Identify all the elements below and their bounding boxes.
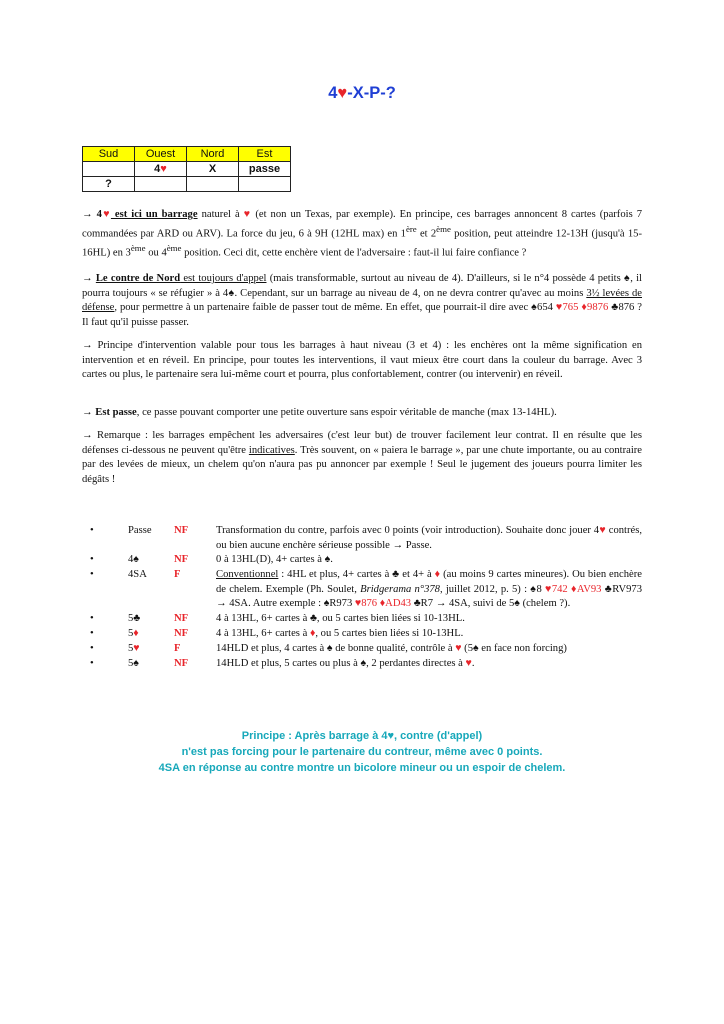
bold-text: Le contre de Nord: [95, 273, 181, 284]
cell-sud: [83, 162, 135, 177]
cell-est: [239, 177, 291, 192]
paragraph-barrage: [82, 208, 642, 261]
response-description: [216, 553, 642, 568]
text: , ou 5 cartes bien liées si 10-13HL.: [315, 628, 464, 640]
text: (5: [461, 643, 474, 655]
bold-level: 4: [96, 209, 102, 220]
table-row: [83, 177, 291, 192]
underlined-text: Conventionnel: [216, 569, 279, 581]
hand-clubs: ♣R7: [413, 598, 434, 610]
superscript: ème: [436, 223, 451, 234]
diamond-icon: ♦: [309, 628, 316, 640]
principle-line-1: [0, 729, 724, 745]
text: (et non un Texas, par exemple). En principe, ces barrages annoncent 8 cartes (parfois 7 commandées par ARD ou ARV). La force du jeu, 6 à 9H (12HL max) en 1: [82, 209, 642, 240]
bid-level: 4: [128, 554, 134, 566]
bullet-icon: •: [90, 643, 94, 655]
bid-label: [128, 657, 139, 672]
hand-clubs: ♣RV973: [604, 583, 642, 595]
arrow-icon: →: [82, 209, 97, 220]
club-icon: ♣: [392, 569, 400, 581]
text: .: [330, 554, 333, 566]
diamond-icon: ♦: [133, 628, 139, 640]
text: 4 à 13HL, 6+ cartes à: [216, 628, 310, 640]
bullet-icon: •: [90, 525, 94, 536]
bidding-table: [82, 146, 291, 192]
bid-level: 5: [128, 613, 134, 625]
forcing-label: NF: [174, 628, 189, 640]
superscript: ème: [130, 242, 146, 253]
hand-hearts: ♥742: [544, 583, 571, 595]
superscript: ème: [166, 242, 182, 253]
response-description: [216, 524, 642, 553]
text: et 4+ à: [399, 569, 435, 581]
hand-hearts: ♥765: [555, 302, 582, 314]
bid-level: 5: [128, 658, 134, 670]
bid-label: 4SA: [128, 569, 147, 581]
header-nord: Nord: [187, 147, 239, 162]
heart-icon: ♥: [455, 643, 462, 655]
text: . Cependant, sur un barrage au niveau de 4, on ne devra contrer qu'avec au moins: [234, 287, 587, 299]
spade-icon: ♠: [326, 643, 333, 655]
club-icon: ♣: [309, 613, 317, 625]
list-item: [82, 568, 642, 612]
header-ouest: Ouest: [135, 147, 187, 162]
bullet-icon: •: [90, 658, 94, 670]
forcing-label: NF: [174, 554, 189, 566]
bid-label: [128, 553, 139, 568]
bullet-icon: •: [90, 554, 94, 566]
text: , juillet 2012, p. 5) :: [439, 583, 531, 595]
spade-icon: ♠: [623, 273, 631, 284]
text: (au moins 9 cartes mineures). Ou bien enchère de chelem. Exemple (Ph. Soulet,: [216, 569, 642, 595]
list-item: [82, 524, 642, 553]
diamond-icon: ♦: [434, 569, 441, 581]
responses-list: [82, 524, 642, 672]
bid-level: 5: [128, 643, 134, 655]
response-description: [216, 568, 642, 612]
text: . Très souvent, on « paiera le barrage », par une chute importante, ou au contraire par des levées de mieux, un chelem qu'on n'aura pas pu annoncer par exemple ! Seul le jugement des joueurs pourra limiter les dégâts !: [82, 444, 642, 485]
text: , il pourra toujours « se réfugier » à 4: [82, 273, 642, 299]
cell-ouest: [135, 162, 187, 177]
bid-label: [128, 642, 140, 657]
header-sud: Sud: [83, 147, 135, 162]
text: naturel à: [197, 209, 244, 220]
spade-icon: ♠: [360, 658, 367, 670]
spade-icon: ♠: [473, 643, 479, 655]
hand-spades: ♠8: [530, 583, 545, 595]
club-icon: ♣: [133, 613, 141, 625]
hand-diamonds: ♦AV93: [570, 583, 605, 595]
heart-icon: ♥: [465, 658, 472, 670]
spade-icon: ♠: [133, 658, 139, 670]
italic-text: Bridgerama n°378: [360, 583, 440, 595]
bold-text: est ici un barrage: [110, 209, 198, 220]
cell-sud: ?: [83, 177, 135, 192]
spade-icon: ♠: [324, 554, 331, 566]
bid-label: Passe: [128, 525, 152, 536]
text: 0 à 13HL(D), 4+ cartes à: [216, 554, 325, 566]
paragraph-est-passe: [82, 406, 642, 421]
text: ? Il faut qu'il puisse passer.: [82, 302, 643, 328]
bullet-icon: •: [90, 613, 94, 625]
heart-icon: ♥: [133, 643, 140, 655]
header-est: Est: [239, 147, 291, 162]
text: contrés, ou bien aucune enchère sérieuse possible → Passe.: [216, 525, 642, 551]
hand-diamonds: ♦9876: [581, 302, 612, 314]
forcing-label: NF: [174, 658, 189, 670]
paragraph-contre-nord: [82, 272, 642, 330]
text: , 2 perdantes directes à: [366, 658, 466, 670]
forcing-label: NF: [174, 613, 189, 625]
text: en face non forcing): [478, 643, 567, 655]
hand-clubs: ♣876: [611, 302, 635, 314]
forcing-label: F: [174, 569, 181, 581]
text: (mais transformable, surtout au niveau de 4). D'ailleurs, si le n°4 possède 4 petits: [266, 273, 624, 284]
cell-nord: [187, 177, 239, 192]
heart-icon: ♥: [160, 163, 167, 175]
title-level: 4: [328, 84, 338, 102]
table-header-row: [83, 147, 291, 162]
hand-diamonds: ♦AD43: [379, 598, 414, 610]
page-title: [0, 84, 724, 104]
hand-hearts: ♥876: [354, 598, 380, 610]
text: ou 4: [145, 247, 167, 259]
underlined-text: indicatives: [248, 444, 295, 456]
arrow-icon: →: [82, 407, 96, 418]
table-row: [83, 162, 291, 177]
underlined-text: est toujours d'appel: [180, 273, 267, 284]
superscript: ère: [405, 223, 417, 234]
paragraph-principe: → Principe d'intervention valable pour tous les barrages à haut niveau (3 et 4) : les enchères ont la même signification en intervention et en réveil. En principe, pour toutes les interventions, il vaut mieux être court dans la couleur du barrage. Avec 3 cartes ou plus, le partenaire sera lui-même court et pourra, plus confortablement, contrer (ou intervenir) en réveil.: [82, 340, 642, 381]
text: (chelem ?).: [519, 598, 571, 610]
principle-line-2: n'est pas forcing pour le partenaire du contreur, même avec 0 points.: [181, 745, 543, 758]
text: position. Ceci dit, cette enchère vient de l'adversaire : faut-il lui faire confiance ?: [181, 247, 527, 259]
spade-icon: ♠: [228, 287, 235, 299]
text: → 4SA, suivi de 5: [433, 598, 515, 610]
text: et 2: [416, 228, 437, 240]
response-description: [216, 612, 642, 627]
response-description: [216, 627, 642, 642]
spade-icon: ♠: [514, 598, 520, 610]
list-item: [82, 612, 642, 627]
title-rest: -X-P-?: [347, 84, 396, 102]
cell-est: passe: [239, 162, 291, 177]
forcing-label: NF: [174, 525, 189, 536]
text: , pour permettre à un partenaire faible de passer tout de même. En effet, que pourrait-il dire avec: [114, 302, 532, 314]
text: 14HLD et plus, 5 cartes ou plus à: [216, 658, 361, 670]
response-description: [216, 642, 642, 657]
hand-spades: ♠654: [531, 302, 556, 314]
heart-icon: ♥: [243, 209, 252, 220]
text: → 4SA. Autre exemple :: [216, 598, 324, 610]
cell-ouest-level: 4: [154, 163, 161, 175]
bullet-icon: •: [90, 569, 94, 581]
forcing-label: F: [174, 643, 181, 655]
text: : 4HL et plus, 4+ cartes à: [278, 569, 393, 581]
list-item: [82, 627, 642, 642]
spade-icon: ♠: [133, 554, 139, 566]
principle-summary: [0, 729, 724, 777]
text: → Remarque : les barrages empêchent les adversaires (c'est leur but) de trouver facilement leur contrat. Il en résulte que les défenses ci-dessous ne peuvent qu'être: [82, 430, 642, 456]
text: , ou 5 cartes bien liées si 10-13HL.: [316, 613, 465, 625]
arrow-icon: →: [82, 273, 96, 284]
text: .: [471, 658, 475, 670]
hand-spades: ♠R973: [323, 598, 355, 610]
text: 4 à 13HL, 6+ cartes à: [216, 613, 310, 625]
underlined-text: 3½ levées de défense: [82, 287, 642, 314]
cell-ouest: [135, 177, 187, 192]
principle-line-3: 4SA en réponse au contre montre un bicolore mineur ou un espoir de chelem.: [158, 761, 566, 774]
heart-icon: ♥: [101, 209, 111, 220]
text: Transformation du contre, parfois avec 0 points (voir introduction). Souhaite donc jouer 4: [216, 525, 600, 536]
bid-label: [128, 612, 140, 627]
cell-nord: X: [187, 162, 239, 177]
heart-icon: ♥: [599, 525, 606, 536]
text: , contre (d'appel): [394, 730, 483, 742]
text: position, peut atteindre 12-13H (jusqu'à 15-16HL) en 3: [82, 228, 642, 259]
heart-icon: ♥: [387, 730, 395, 742]
text: , ce passe pouvant comporter une petite ouverture sans espoir véritable de manche (max 13-14HL).: [136, 407, 557, 418]
bid-level: 5: [128, 628, 134, 640]
list-item: [82, 642, 642, 657]
paragraph-remarque: [82, 429, 642, 487]
text: Principe : Après barrage à 4: [241, 730, 388, 742]
bid-label: [128, 627, 139, 642]
bullet-icon: •: [90, 628, 94, 640]
response-description: [216, 657, 642, 672]
heart-icon: ♥: [337, 84, 348, 102]
bold-text: Est passe: [95, 407, 137, 418]
text: de bonne qualité, contrôle à: [332, 643, 456, 655]
text: 14HLD et plus, 4 cartes à: [216, 643, 327, 655]
list-item: [82, 657, 642, 672]
list-item: [82, 553, 642, 568]
